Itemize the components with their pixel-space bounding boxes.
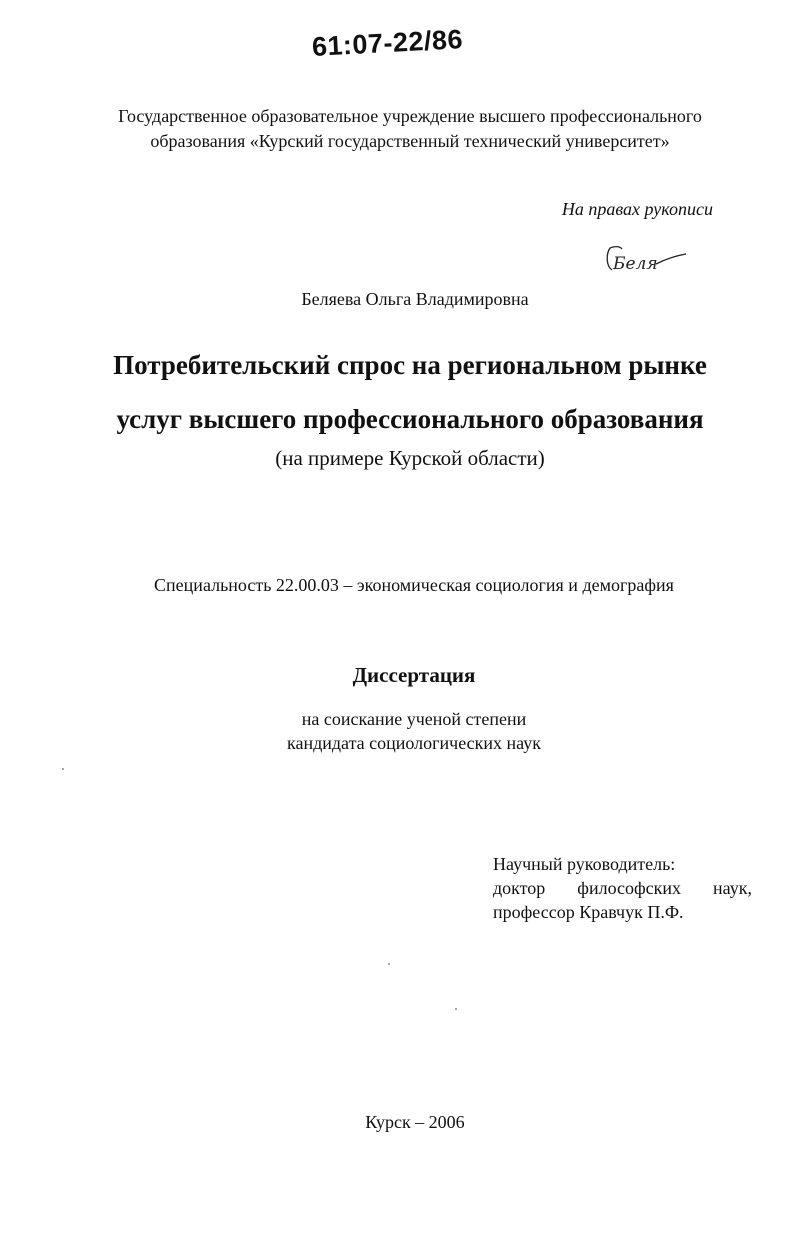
- document-type: Диссертация: [352, 663, 476, 687]
- degree-line-1: на соискание ученой степени: [301, 709, 527, 729]
- degree-sought: [60, 707, 768, 755]
- supervisor-degree: доктор философских наук,: [493, 878, 752, 898]
- title-line-2: услуг высшего профессионального образования: [116, 404, 704, 434]
- author-name: Беляева Ольга Владимировна: [301, 289, 529, 309]
- author-signature: [600, 240, 690, 280]
- degree-line-2: кандидата социологических наук: [287, 733, 541, 753]
- library-stamp: 61:07-22/86: [311, 24, 464, 62]
- institution-name: [80, 104, 740, 154]
- scan-speck: [388, 963, 390, 965]
- scan-speck: [455, 1008, 457, 1010]
- supervisor-name: профессор Кравчук П.Ф.: [493, 902, 684, 922]
- signature-text: Беля: [613, 254, 658, 274]
- scan-speck: [62, 768, 64, 770]
- dissertation-title: [60, 338, 760, 446]
- institution-line-2: образования «Курский государственный технический университет»: [150, 131, 670, 151]
- rights-note: На правах рукописи: [561, 199, 713, 219]
- institution-line-1: Государственное образовательное учреждение высшего профессионального: [118, 106, 702, 126]
- title-line-1: Потребительский спрос на региональном рынке: [113, 350, 707, 380]
- city-year: Курск – 2006: [365, 1112, 465, 1132]
- supervisor-heading: Научный руководитель:: [493, 854, 676, 874]
- supervisor-block: [493, 852, 752, 924]
- specialty: Специальность 22.00.03 – экономическая социология и демография: [154, 575, 674, 595]
- dissertation-subtitle: (на примере Курской области): [275, 446, 545, 470]
